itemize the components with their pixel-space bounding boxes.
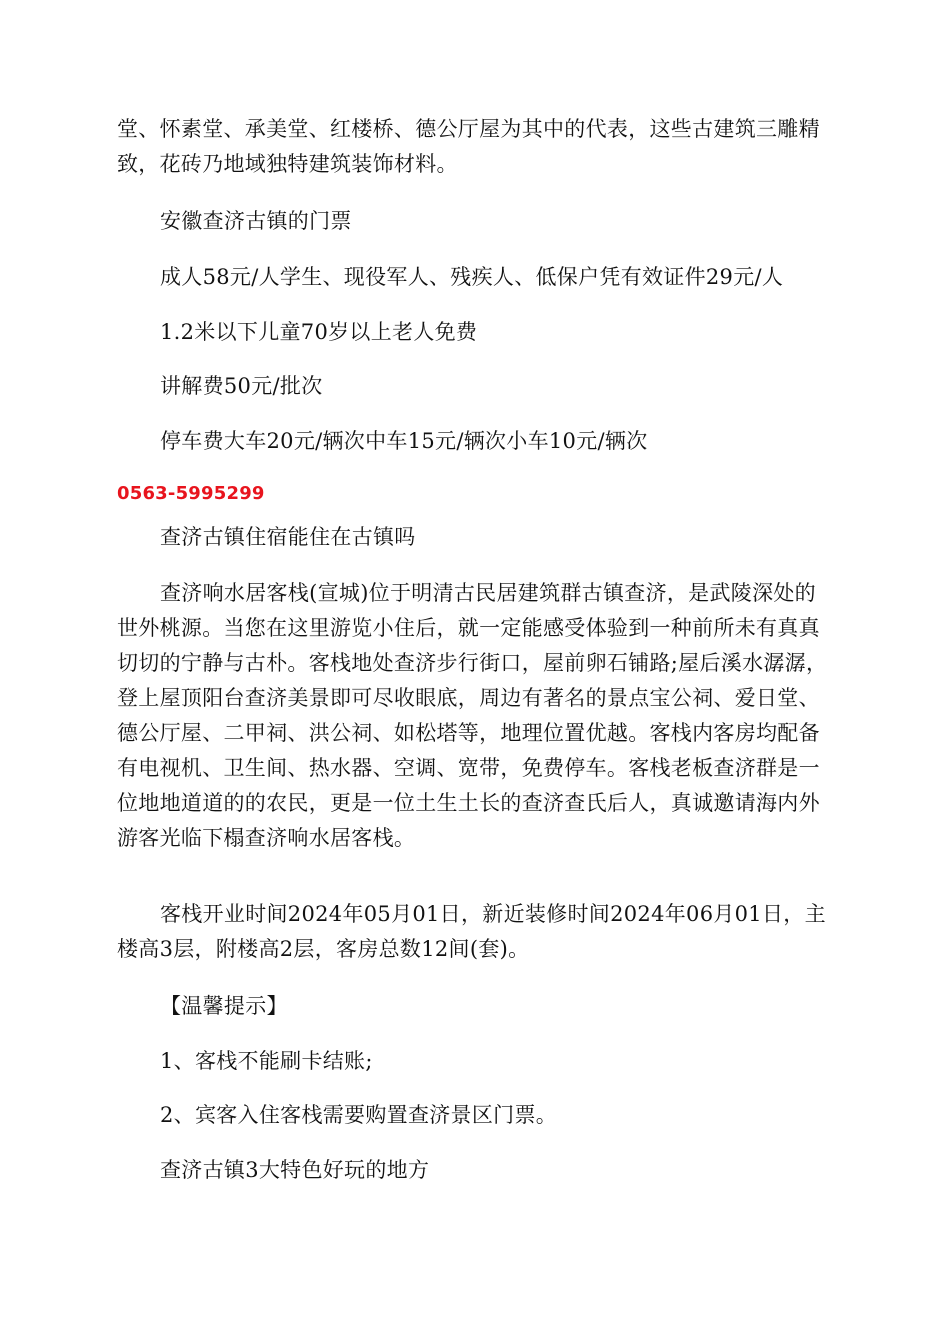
tip-item-1: 1、客栈不能刷卡结账; (160, 1049, 373, 1073)
heading-tips: 【温馨提示】 (160, 994, 288, 1018)
tip-item-2: 2、宾客入住客栈需要购置查济景区门票。 (160, 1103, 558, 1127)
paragraph-inn-opening: 客栈开业时间2024年05月01日，新近装修时间2024年06月01日，主楼高3层，附楼高2层，客房总数12间(套)。 (117, 902, 826, 961)
heading-tickets: 安徽查济古镇的门票 (160, 209, 352, 233)
paragraph-ancient-buildings: 堂、怀素堂、承美堂、红楼桥、德公厅屋为其中的代表，这些古建筑三雕精致，花砖乃地域独特建筑装饰材料。 (117, 117, 820, 176)
heading-lodging: 查济古镇住宿能住在古镇吗 (160, 525, 416, 549)
phone-number: 0563-5995299 (117, 483, 265, 504)
paragraph-inn-description: 查济响水居客栈(宣城)位于明清古民居建筑群古镇查济，是武陵深处的世外桃源。当您在这里游览小住后，就一定能感受体验到一种前所未有真真切切的宁静与古朴。客栈地处查济步行街口，屋前卵石铺路;屋后溪水潺潺，登上屋顶阳台查济美景即可尽收眼底，周边有著名的景点宝公祠、爱日堂、德公厅屋、二甲祠、洪公祠、如松塔等，地理位置优越。客栈内客房均配备有电视机、卫生间、热水器、空调、宽带，免费停车。客栈老板查济群是一位地地道道的的农民，更是一位土生土长的查济查氏后人，真诚邀请海内外游客光临下榻查济响水居客栈。 (117, 581, 828, 850)
paragraph-free-ticket: 1.2米以下儿童70岁以上老人免费 (160, 320, 478, 344)
paragraph-adult-ticket: 成人58元/人学生、现役军人、残疾人、低保户凭有效证件29元/人 (160, 265, 784, 289)
paragraph-parking-fee: 停车费大车20元/辆次中车15元/辆次小车10元/辆次 (160, 429, 648, 453)
paragraph-guide-fee: 讲解费50元/批次 (160, 374, 323, 398)
heading-attractions: 查济古镇3大特色好玩的地方 (160, 1158, 430, 1182)
